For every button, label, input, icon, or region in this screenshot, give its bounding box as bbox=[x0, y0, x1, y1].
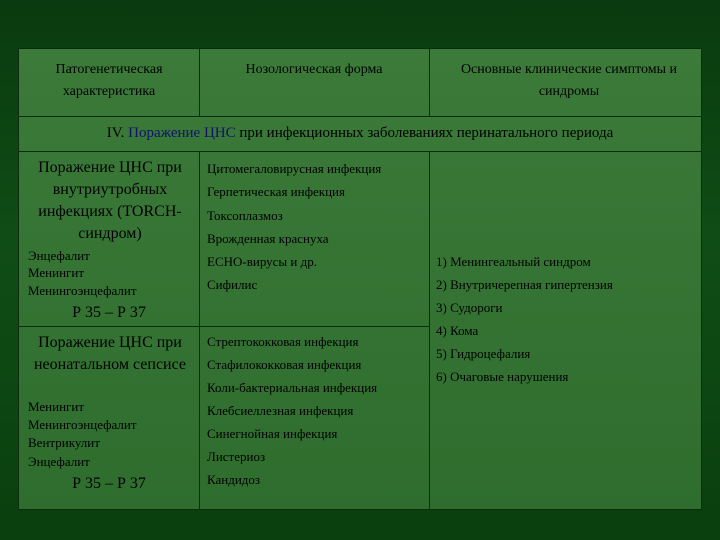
group2-title: Поражение ЦНС при неонатальном сепсисе bbox=[33, 334, 187, 373]
symptom-item: 2) Внутричерепная гипертензия bbox=[436, 277, 613, 292]
group2-disease: Клебсиеллезная инфекция bbox=[207, 403, 354, 418]
group1-subitem: Менингоэнцефалит bbox=[28, 283, 137, 298]
group1-disease: Герпетическая инфекция bbox=[207, 184, 345, 199]
section-prefix: IV. bbox=[106, 125, 129, 141]
symptom-item: 3) Судороги bbox=[436, 300, 503, 315]
body-col-divider-1 bbox=[199, 151, 200, 510]
header-pathogenetic: Патогенетическая характеристика bbox=[55, 62, 163, 99]
group1-disease: Врожденная краснуха bbox=[207, 231, 329, 246]
section-rest: при инфекционных заболеваниях перинатального периода bbox=[235, 125, 614, 141]
group2-disease: Стрептококковая инфекция bbox=[207, 334, 359, 349]
group1-subitem: Менингит bbox=[28, 265, 84, 280]
group2-disease: Коли-бактериальная инфекция bbox=[207, 380, 378, 395]
header-col-divider-1 bbox=[199, 49, 200, 116]
group2-code: Р 35 – Р 37 bbox=[72, 475, 146, 492]
group1-disease: ЕСНО-вирусы и др. bbox=[207, 254, 317, 269]
symptom-item: 6) Очаговые нарушения bbox=[436, 369, 569, 384]
group2-subitem: Менингоэнцефалит bbox=[28, 417, 137, 432]
header-col-divider-2 bbox=[429, 49, 430, 116]
group2-subitem: Энцефалит bbox=[28, 454, 90, 469]
symptom-item: 1) Менингеальный синдром bbox=[436, 254, 591, 269]
group2-disease: Стафилококковая инфекция bbox=[207, 357, 362, 372]
group2-disease: Синегнойная инфекция bbox=[207, 426, 338, 441]
group2-subitem: Менингит bbox=[28, 399, 84, 414]
group2-disease: Листериоз bbox=[207, 449, 266, 464]
header-nosological-form: Нозологическая форма bbox=[245, 62, 383, 77]
section-title bbox=[19, 126, 701, 141]
body-col-divider-2 bbox=[429, 151, 430, 510]
group1-disease: Цитомегаловирусная инфекция bbox=[207, 161, 382, 176]
nosology-table bbox=[18, 48, 702, 510]
header-divider bbox=[19, 116, 701, 117]
symptom-item: 5) Гидроцефалия bbox=[436, 346, 531, 361]
header-clinical-symptoms: Основные клинические симптомы и синдромы bbox=[460, 62, 678, 99]
section-divider bbox=[19, 151, 701, 152]
section-highlight: Поражение ЦНС bbox=[128, 125, 236, 141]
group-divider bbox=[19, 326, 429, 327]
group2-disease: Кандидоз bbox=[207, 472, 261, 487]
symptom-item: 4) Кома bbox=[436, 323, 479, 338]
group1-subitem: Энцефалит bbox=[28, 248, 90, 263]
group1-code: Р 35 – Р 37 bbox=[72, 304, 146, 321]
group1-title: Поражение ЦНС при внутриутробных инфекциях (TORCH-синдром) bbox=[38, 159, 182, 242]
group1-disease: Токсоплазмоз bbox=[207, 208, 283, 223]
group1-disease: Сифилис bbox=[207, 277, 258, 292]
group2-subitem: Вентрикулит bbox=[28, 435, 100, 450]
